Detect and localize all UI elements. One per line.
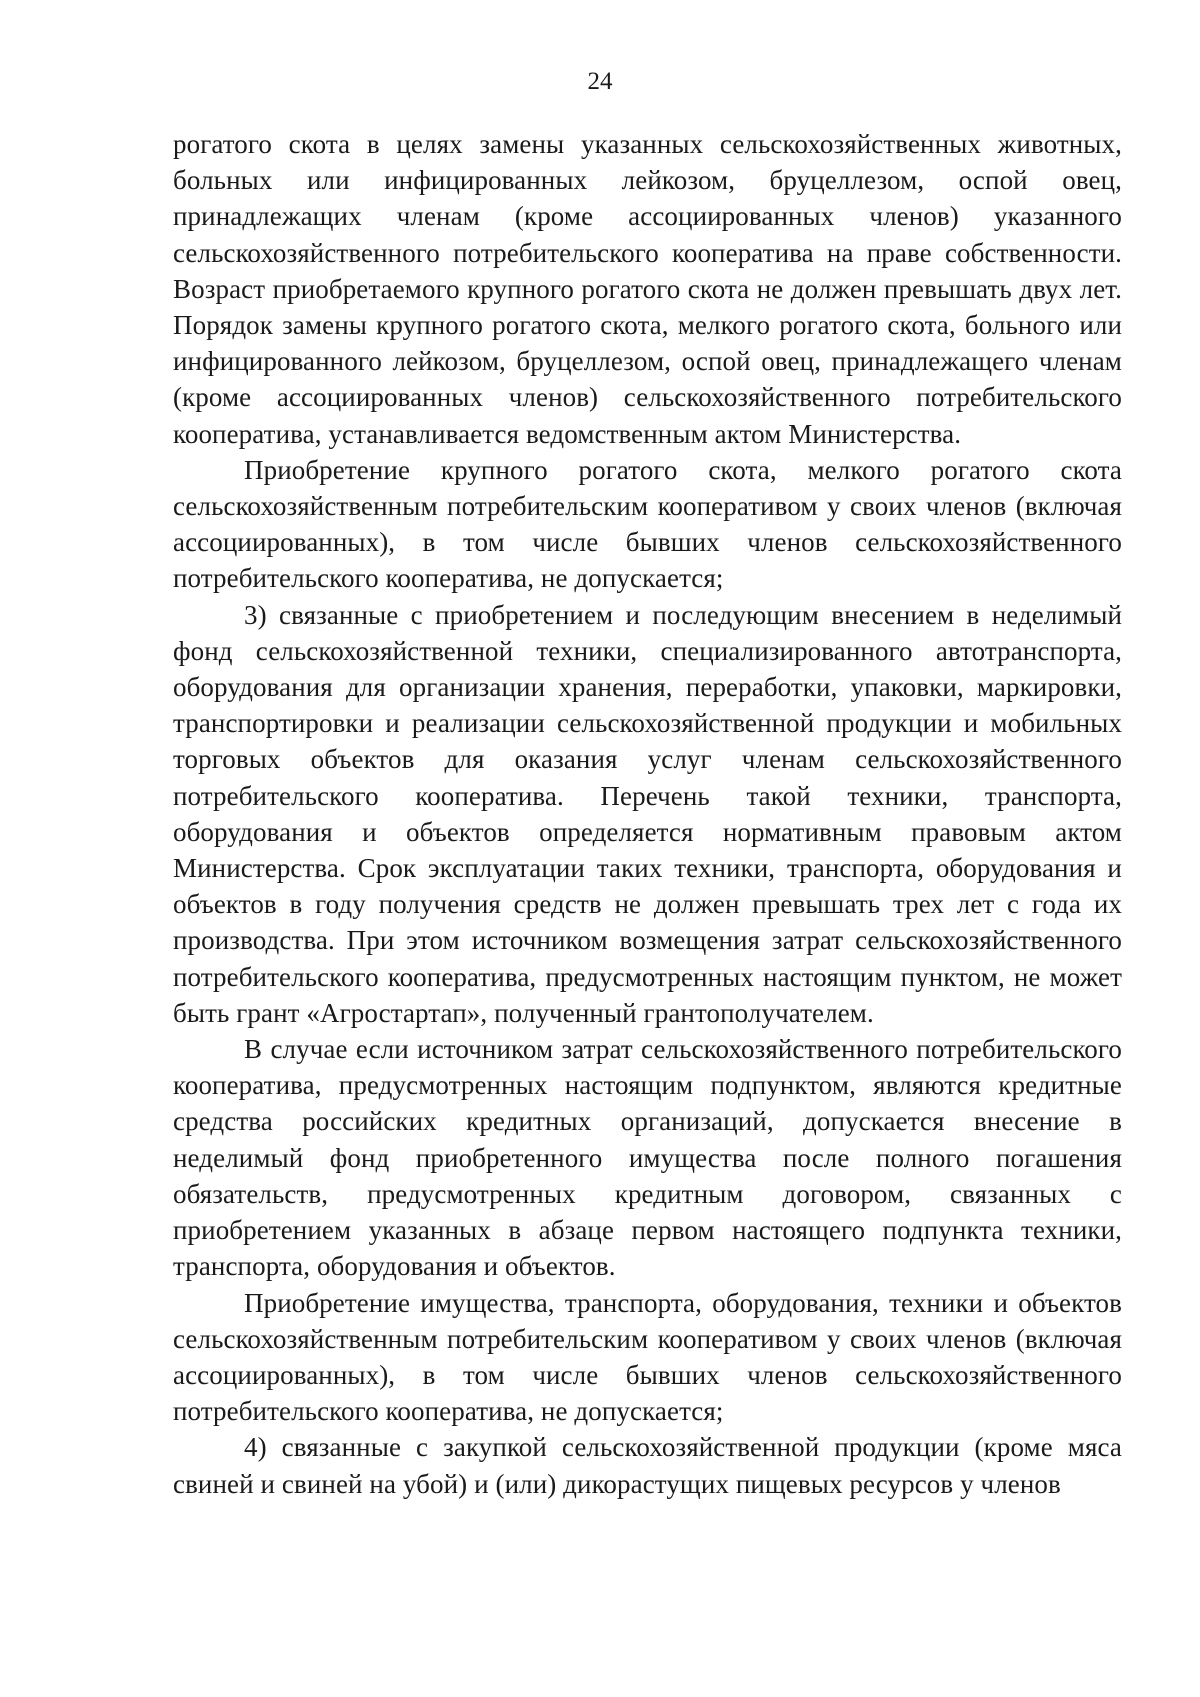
paragraph-item-3-equipment: 3) связанные с приобретением и последующим внесением в неделимый фонд сельскохозяйственной техники, специализированного автотранспорта, оборудования для организации хранения, переработки, упаковки, маркировки, транспортировки и реализации сельскохозяйственной продукции и мобильных торговых объектов для оказания услуг членам сельскохозяйственного потребительского кооператива. Перечень такой техники, транспорта, оборудования и объектов определяется нормативным правовым актом Министерства. Срок эксплуатации таких техники, транспорта, оборудования и объектов в году получения средств не должен превышать трех лет с года их производства. При этом источником возмещения затрат сельскохозяйственного потребительского кооператива, предусмотренных настоящим пунктом, не может быть грант «Агростартап», полученный грантополучателем. (173, 599, 1122, 1028)
page-number: 24 (587, 68, 613, 95)
paragraph-property-purchase-restriction: Приобретение имущества, транспорта, оборудования, техники и объектов сельскохозяйственным потребительским кооперативом у своих членов (включая ассоциированных), в том числе бывших членов сельскохозяйственного потребительского кооператива, не допускается; (173, 1287, 1122, 1427)
document-body (173, 126, 1122, 1502)
paragraph-credit-funds: В случае если источником затрат сельскохозяйственного потребительского кооператива, предусмотренных настоящим подпунктом, являются кредитные средства российских кредитных организаций, допускается внесение в неделимый фонд приобретенного имущества после полного погашения обязательств, предусмотренных кредитным договором, связанных с приобретением указанных в абзаце первом настоящего подпункта техники, транспорта, оборудования и объектов. (173, 1034, 1122, 1282)
paragraph-livestock-purchase-restriction: Приобретение крупного рогатого скота, мелкого рогатого скота сельскохозяйственным потребительским кооперативом у своих членов (включая ассоциированных), в том числе бывших членов сельскохозяйственного потребительского кооператива, не допускается; (173, 454, 1122, 594)
paragraph-item-4-procurement: 4) связанные с закупкой сельскохозяйственной продукции (кроме мяса свиней и свиней на убой) и (или) дикорастущих пищевых ресурсов у членов (173, 1432, 1122, 1499)
paragraph-livestock-replacement: рогатого скота в целях замены указанных сельскохозяйственных животных, больных или инфицированных лейкозом, бруцеллезом, оспой овец, принадлежащих членам (кроме ассоциированных членов) указанного сельскохозяйственного потребительского кооператива на праве собственности. Возраст приобретаемого крупного рогатого скота не должен превышать двух лет. Порядок замены крупного рогатого скота, мелкого рогатого скота, больного или инфицированного лейкозом, бруцеллезом, оспой овец, принадлежащего членам (кроме ассоциированных членов) сельскохозяйственного потребительского кооператива, устанавливается ведомственным актом Министерства. (173, 129, 1122, 449)
